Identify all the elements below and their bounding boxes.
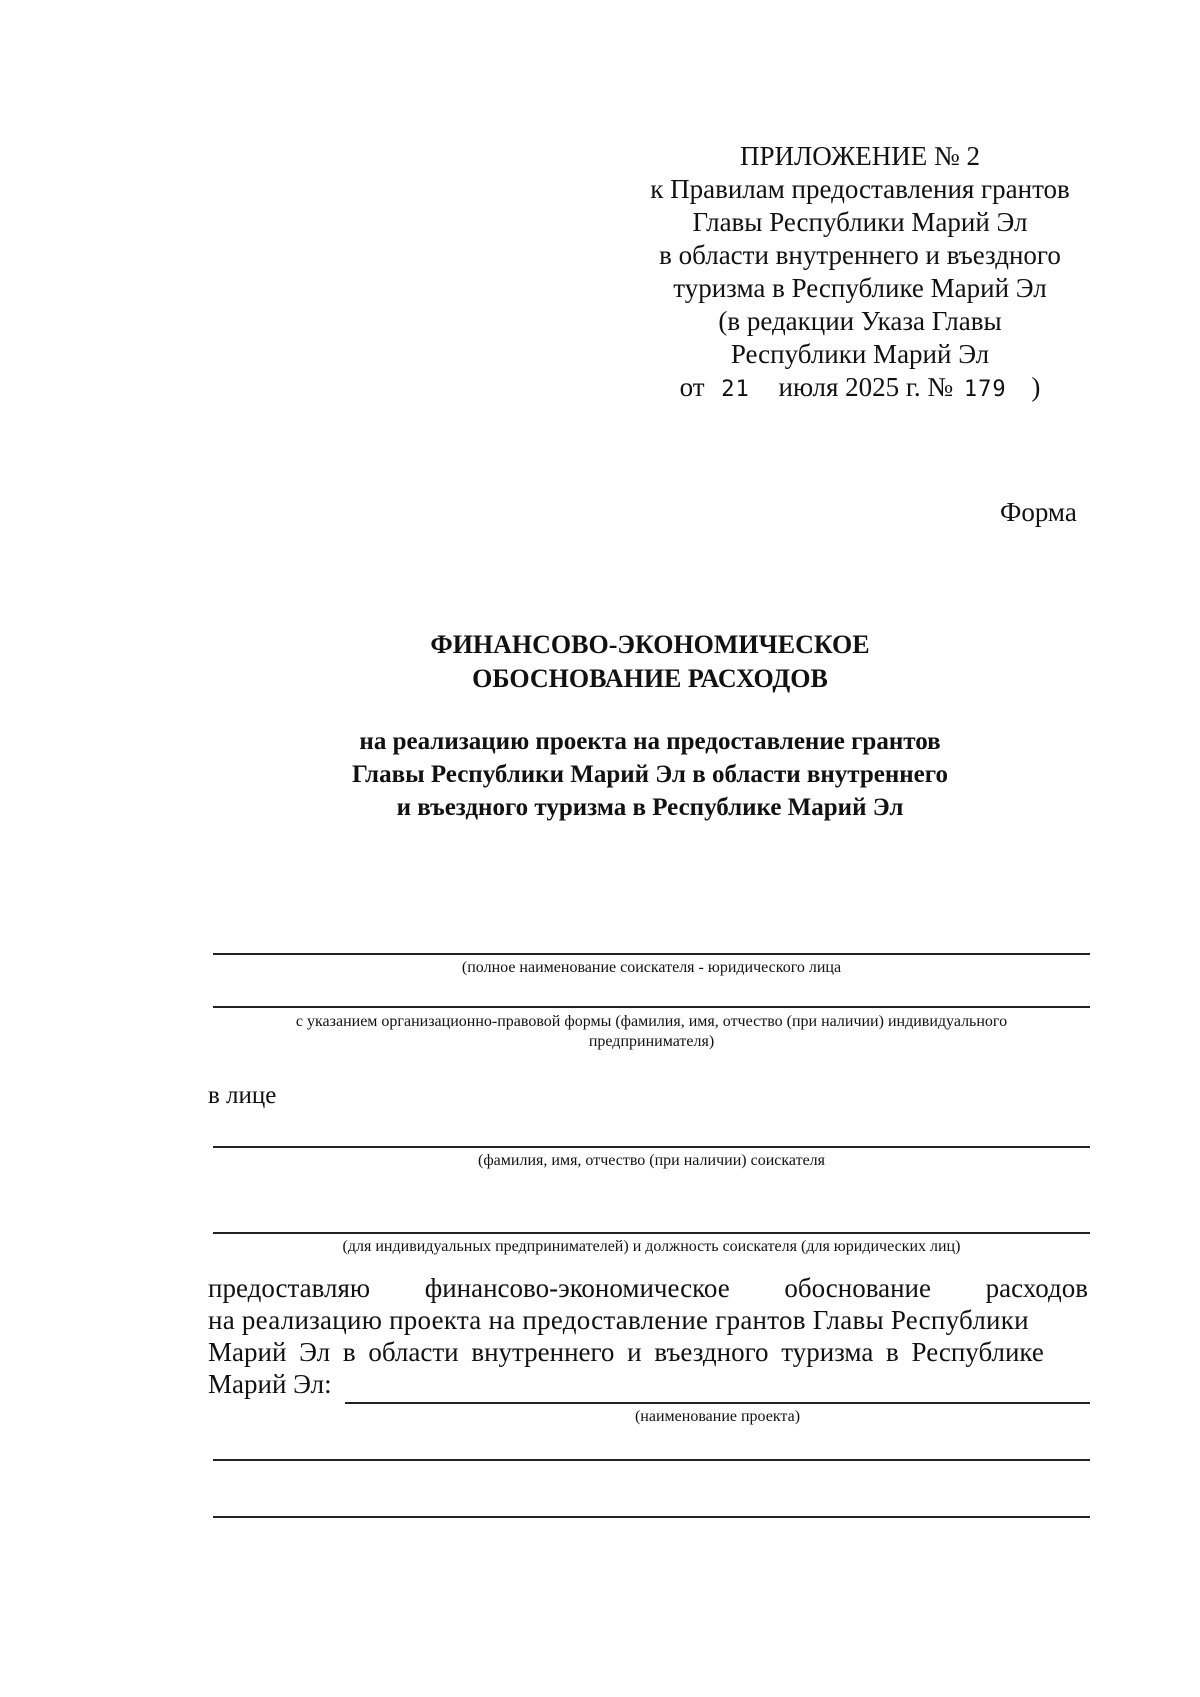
paragraph-word: предоставляю [208, 1273, 371, 1303]
document-title [200, 628, 1100, 696]
paragraph-row-2: на реализацию проекта на предоставление грантов Главы Республики [208, 1305, 1029, 1335]
appendix-line: в области внутреннего и въездного [659, 240, 1061, 270]
appendix-date [600, 371, 1120, 406]
subtitle-line-3: и въездного туризма в Республике Марий Эл [396, 794, 904, 821]
paragraph-row-1 [208, 1272, 1088, 1304]
fio-caption: (фамилия, имя, отчество (при наличии) соискателя [477, 1152, 826, 1169]
date-middle: июля 2025 г. № [778, 372, 954, 402]
date-prefix: от [679, 372, 705, 402]
applicant-name-line[interactable] [213, 953, 1090, 955]
appendix-line: к Правилам предоставления грантов [650, 174, 1070, 204]
appendix-header [600, 140, 1120, 406]
subtitle-line-2: Главы Республики Марий Эл в области внутреннего [351, 761, 949, 788]
in-person-label: в лице [208, 1082, 277, 1109]
paragraph-row-3: Марий Эл в области внутреннего и въездного туризма в Республике [208, 1337, 1044, 1367]
project-extra-line-1[interactable] [213, 1459, 1090, 1461]
date-number: 179 [963, 377, 1007, 402]
fio-line[interactable] [213, 1146, 1090, 1148]
appendix-line: (в редакции Указа Главы [718, 306, 1002, 336]
position-caption: (для индивидуальных предпринимателей) и должность соискателя (для юридических лиц) [342, 1238, 961, 1255]
appendix-number: ПРИЛОЖЕНИЕ № 2 [739, 141, 981, 171]
date-day: 21 [721, 377, 750, 402]
appendix-line: туризма в Республике Марий Эл [673, 273, 1047, 303]
org-form-caption [213, 1012, 1090, 1052]
subtitle-line-1: на реализацию проекта на предоставление грантов [359, 728, 941, 755]
paragraph-word: расходов [985, 1273, 1088, 1303]
appendix-line: Республики Марий Эл [730, 339, 990, 369]
paragraph-word: финансово-экономическое [424, 1273, 730, 1303]
form-label: Форма [1000, 497, 1077, 527]
document-subtitle [200, 725, 1100, 824]
project-name-caption: (наименование проекта) [634, 1408, 801, 1425]
org-form-caption-line-2: предпринимателя) [588, 1033, 715, 1050]
title-line-1: ФИНАНСОВО-ЭКОНОМИЧЕСКОЕ [430, 630, 870, 659]
position-line[interactable] [213, 1232, 1090, 1234]
paragraph-row-4 [208, 1368, 1088, 1400]
applicant-name-caption: (полное наименование соискателя - юридического лица [461, 959, 842, 976]
org-form-line[interactable] [213, 1006, 1090, 1008]
project-name-line[interactable] [345, 1402, 1090, 1404]
project-extra-line-2[interactable] [213, 1516, 1090, 1518]
project-label: Марий Эл: [208, 1369, 332, 1399]
date-suffix: ) [1031, 372, 1041, 402]
appendix-line: Главы Республики Марий Эл [692, 207, 1028, 237]
paragraph-word: обоснование [784, 1273, 931, 1303]
title-line-2: ОБОСНОВАНИЕ РАСХОДОВ [472, 664, 828, 693]
org-form-caption-line-1: с указанием организационно-правовой формы (фамилия, имя, отчество (при наличии) индивидуального [295, 1013, 1008, 1030]
statement-paragraph [208, 1272, 1088, 1400]
